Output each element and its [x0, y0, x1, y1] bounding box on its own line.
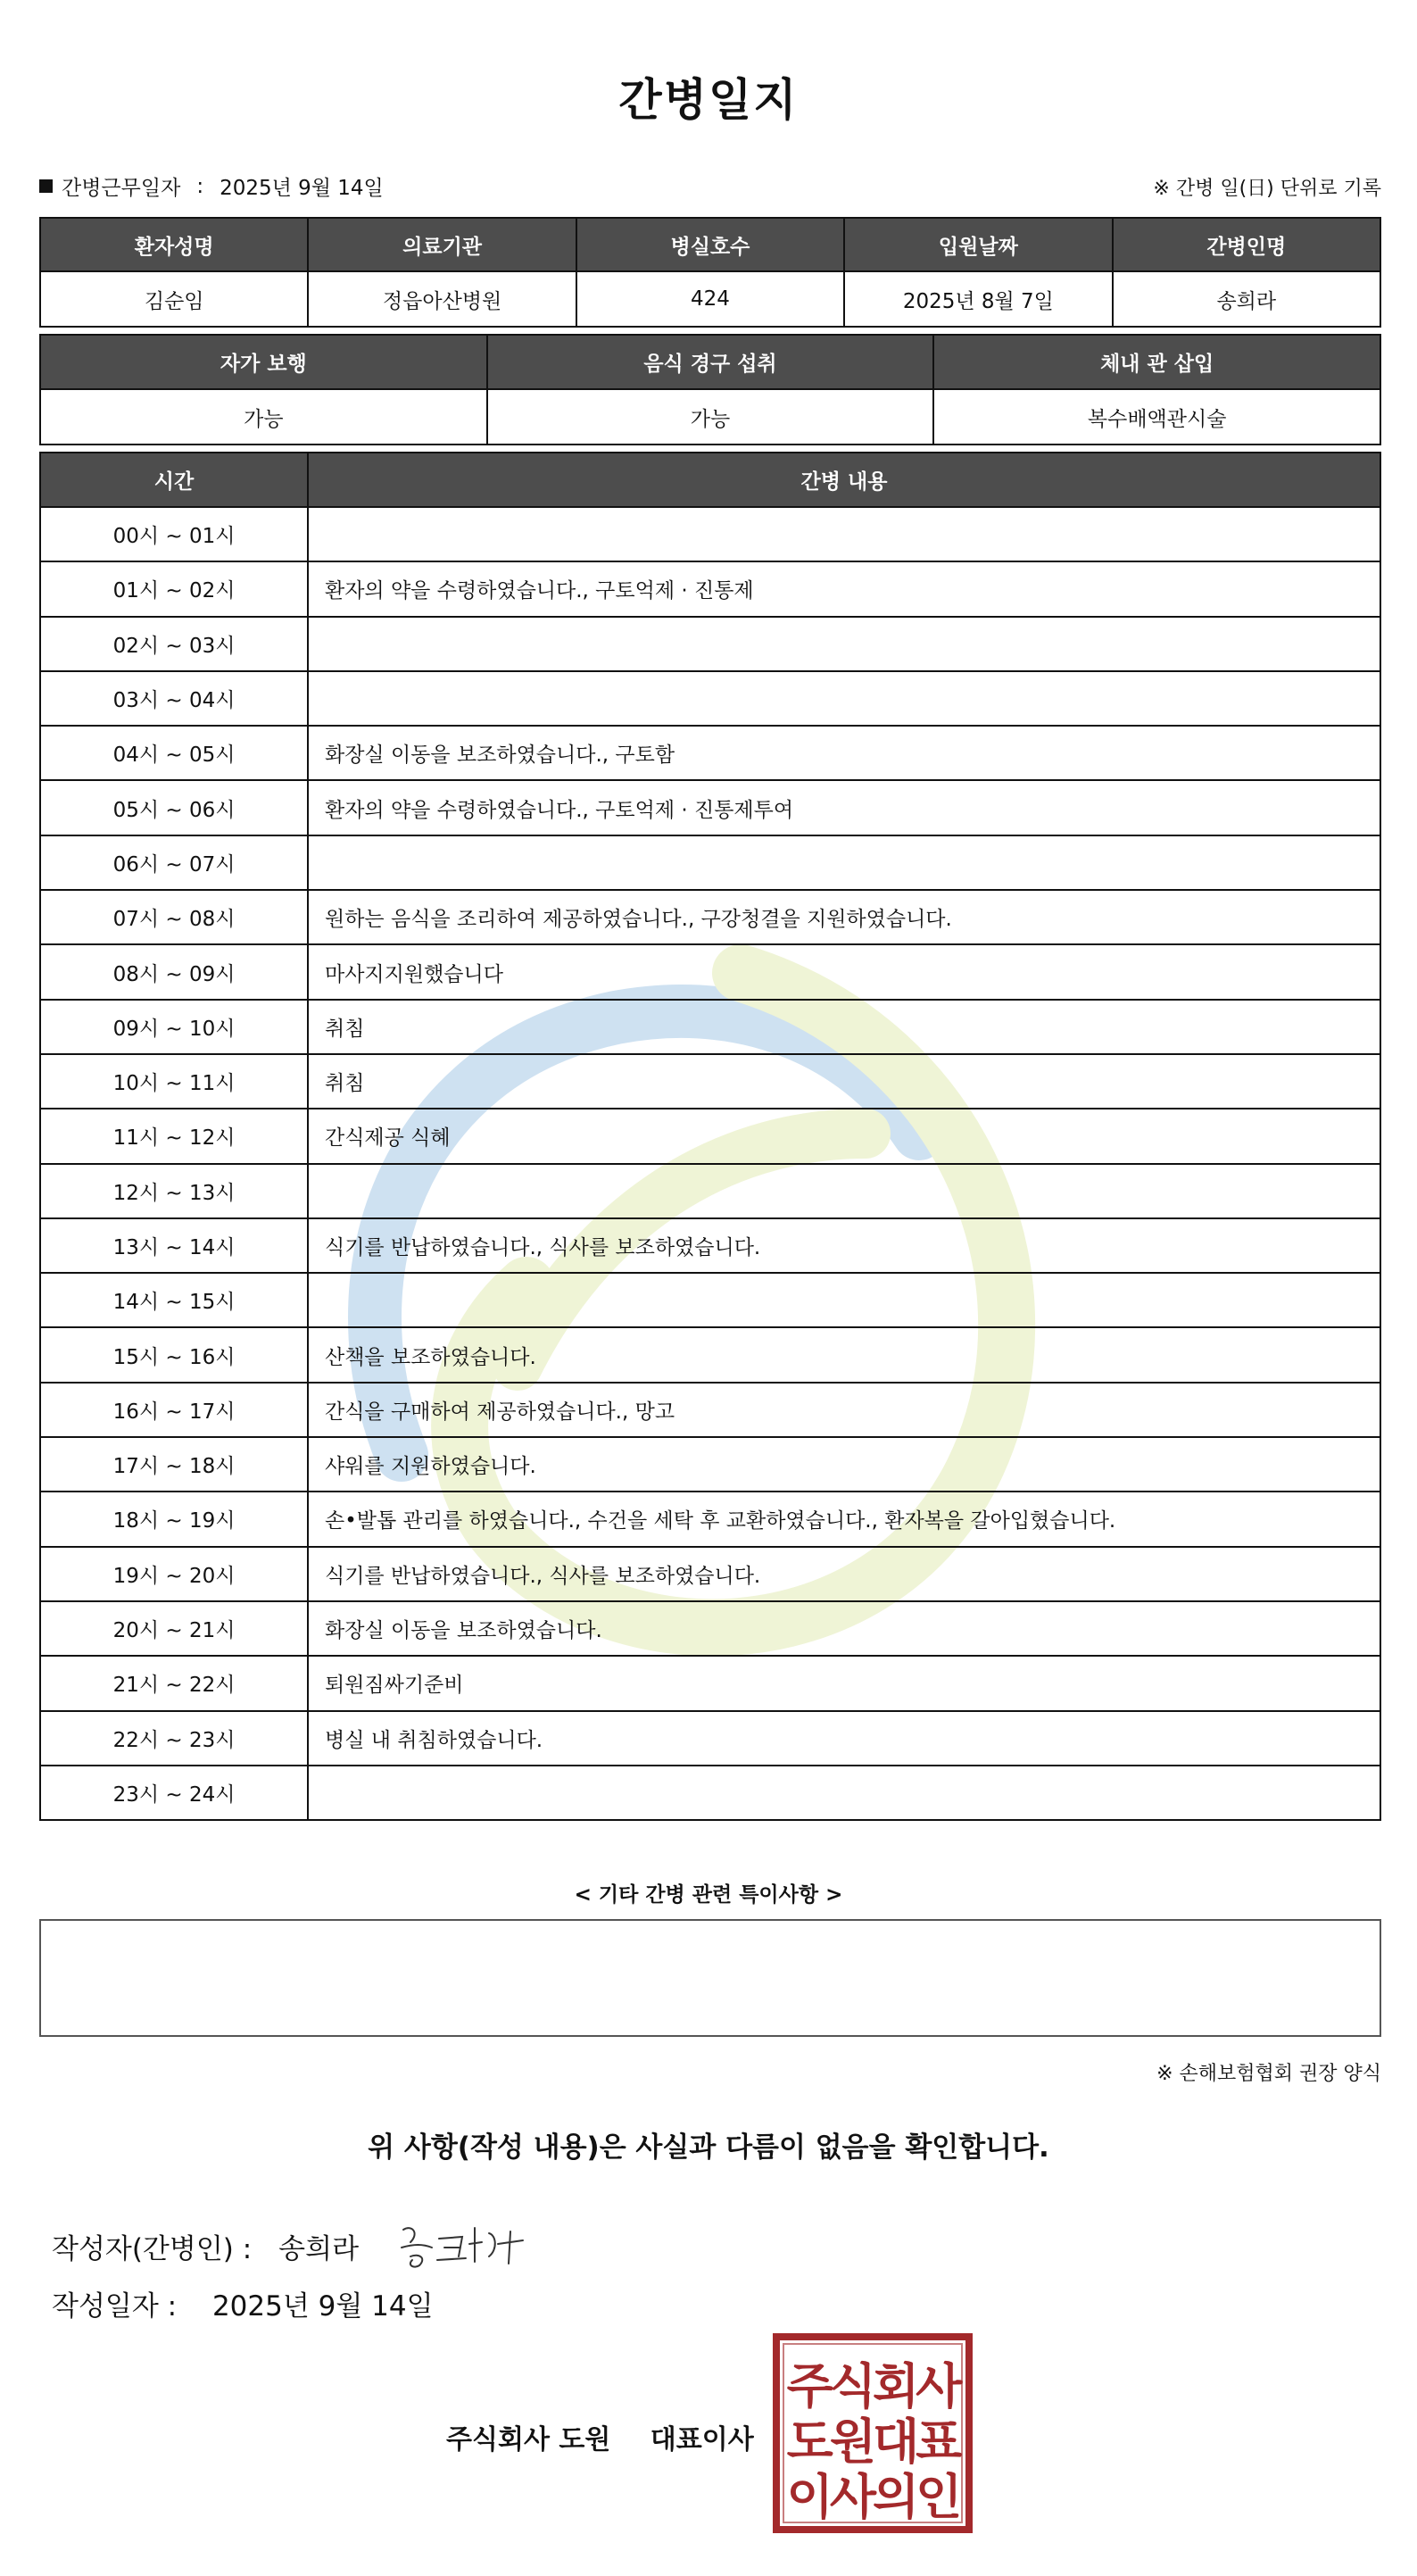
table-row	[40, 671, 1380, 726]
table-row	[40, 617, 1380, 671]
writer-name: 송희라	[278, 2232, 360, 2265]
row-content	[308, 835, 1380, 890]
table-row	[40, 1000, 1380, 1054]
table-row	[40, 1711, 1380, 1766]
row-time: 11시 ~ 12시	[40, 1109, 308, 1163]
row-time: 09시 ~ 10시	[40, 1000, 308, 1054]
row-content: 산책을 보조하였습니다.	[308, 1327, 1380, 1382]
work-date-colon: :	[196, 174, 204, 198]
row-time: 21시 ~ 22시	[40, 1656, 308, 1710]
table-row	[40, 1437, 1380, 1492]
work-date-label: 간병근무일자	[62, 177, 181, 200]
table-row	[40, 726, 1380, 780]
table-row	[40, 561, 1380, 616]
svg-text:주식회사: 주식회사	[786, 2358, 959, 2414]
table-row	[40, 1164, 1380, 1218]
table-row	[40, 1273, 1380, 1327]
patient-status-table	[39, 334, 1381, 445]
tube-value: 복수배액관시술	[933, 389, 1380, 445]
table-row	[40, 1218, 1380, 1273]
patient-name: 김순임	[40, 271, 308, 327]
row-content: 환자의 약을 수령하였습니다., 구토억제 · 진통제투여	[308, 780, 1380, 835]
row-content	[308, 671, 1380, 726]
row-time: 06시 ~ 07시	[40, 835, 308, 890]
table-row	[40, 835, 1380, 890]
row-time: 14시 ~ 15시	[40, 1273, 308, 1327]
header-hospital: 의료기관	[308, 218, 576, 271]
row-content: 병실 내 취침하였습니다.	[308, 1711, 1380, 1766]
row-time: 02시 ~ 03시	[40, 617, 308, 671]
header-admission-date: 입원날짜	[844, 218, 1112, 271]
unit-note: ※ 간병 일(日) 단위로 기록	[1153, 178, 1381, 200]
row-content: 손•발톱 관리를 하였습니다., 수건을 세탁 후 교환하였습니다., 환자복을 갈아입혔습니다.	[308, 1492, 1380, 1546]
row-content: 원하는 음식을 조리하여 제공하였습니다., 구강청결을 지원하였습니다.	[308, 890, 1380, 944]
row-content: 화장실 이동을 보조하였습니다.	[308, 1601, 1380, 1656]
table-row	[40, 890, 1380, 944]
row-time: 08시 ~ 09시	[40, 944, 308, 999]
row-time: 20시 ~ 21시	[40, 1601, 308, 1656]
table-row	[40, 1327, 1380, 1382]
row-content: 취침	[308, 1000, 1380, 1054]
row-content: 식기를 반납하였습니다., 식사를 보조하였습니다.	[308, 1218, 1380, 1273]
caregiver-name: 송희라	[1113, 271, 1380, 327]
notes-box	[39, 1919, 1381, 2037]
row-time: 22시 ~ 23시	[40, 1711, 308, 1766]
row-content: 마사지지원했습니다	[308, 944, 1380, 999]
row-time: 23시 ~ 24시	[40, 1766, 308, 1820]
writer-label: 작성자(간병인) :	[52, 2232, 253, 2265]
written-date-label: 작성일자 :	[52, 2290, 178, 2323]
table-row	[40, 944, 1380, 999]
work-date-value: 2025년 9월 14일	[220, 177, 384, 200]
row-time: 16시 ~ 17시	[40, 1383, 308, 1437]
row-content: 간식을 구매하여 제공하였습니다., 망고	[308, 1383, 1380, 1437]
page-title: 간병일지	[618, 74, 799, 126]
room-number: 424	[576, 271, 844, 327]
header-care-content: 간병 내용	[308, 453, 1380, 507]
row-content: 화장실 이동을 보조하였습니다., 구토함	[308, 726, 1380, 780]
row-content	[308, 1164, 1380, 1218]
table-row	[40, 780, 1380, 835]
care-log-table	[39, 452, 1381, 1821]
header-oral-intake: 음식 경구 섭취	[487, 335, 934, 389]
admission-date: 2025년 8월 7일	[844, 271, 1112, 327]
row-time: 15시 ~ 16시	[40, 1327, 308, 1382]
header-room: 병실호수	[576, 218, 844, 271]
header-patient-name: 환자성명	[40, 218, 308, 271]
bullet-square-icon	[39, 179, 53, 193]
table-row	[40, 1109, 1380, 1163]
table-row	[40, 1383, 1380, 1437]
company-seal-stamp-icon	[773, 2333, 973, 2533]
svg-text:이사의인: 이사의인	[786, 2469, 959, 2525]
row-content: 식기를 반납하였습니다., 식사를 보조하였습니다.	[308, 1547, 1380, 1601]
table-row	[40, 1766, 1380, 1820]
table-row	[40, 1547, 1380, 1601]
row-content: 취침	[308, 1054, 1380, 1109]
row-content	[308, 1766, 1380, 1820]
notes-title: < 기타 간병 관련 특이사항 >	[574, 1883, 843, 1907]
row-content: 퇴원짐싸기준비	[308, 1656, 1380, 1710]
row-content: 간식제공 식혜	[308, 1109, 1380, 1163]
row-time: 03시 ~ 04시	[40, 671, 308, 726]
company-name: 주식회사 도원	[446, 2424, 611, 2456]
patient-info-table	[39, 217, 1381, 328]
table-row	[40, 1492, 1380, 1546]
row-time: 19시 ~ 20시	[40, 1547, 308, 1601]
row-content	[308, 617, 1380, 671]
company-rep-title: 대표이사	[650, 2424, 754, 2456]
writer-line	[52, 2217, 535, 2274]
row-time: 18시 ~ 19시	[40, 1492, 308, 1546]
work-date-line	[39, 171, 384, 201]
hospital-name: 정읍아산병원	[308, 271, 576, 327]
table-row	[40, 1054, 1380, 1109]
row-time: 17시 ~ 18시	[40, 1437, 308, 1492]
row-content	[308, 1273, 1380, 1327]
table-row	[40, 1656, 1380, 1710]
written-date-value: 2025년 9월 14일	[211, 2290, 434, 2323]
row-time: 10시 ~ 11시	[40, 1054, 308, 1109]
row-time: 12시 ~ 13시	[40, 1164, 308, 1218]
header-tube: 체내 관 삽입	[933, 335, 1380, 389]
written-date-line	[52, 2283, 434, 2323]
confirmation-statement: 위 사항(작성 내용)은 사실과 다름이 없음을 확인합니다.	[368, 2131, 1049, 2164]
header-time: 시간	[40, 453, 308, 507]
row-content: 환자의 약을 수령하였습니다., 구토억제 · 진통제	[308, 561, 1380, 616]
walking-value: 가능	[40, 389, 487, 445]
row-content: 샤워를 지원하였습니다.	[308, 1437, 1380, 1492]
row-time: 01시 ~ 02시	[40, 561, 308, 616]
row-time: 00시 ~ 01시	[40, 507, 308, 561]
header-walking: 자가 보행	[40, 335, 487, 389]
handwritten-signature-icon	[393, 2217, 535, 2274]
header-caregiver: 간병인명	[1113, 218, 1380, 271]
svg-text:도원대표: 도원대표	[786, 2414, 959, 2470]
oral-intake-value: 가능	[487, 389, 934, 445]
row-time: 13시 ~ 14시	[40, 1218, 308, 1273]
company-line	[446, 2417, 754, 2456]
table-row	[40, 507, 1380, 561]
row-content	[308, 507, 1380, 561]
row-time: 04시 ~ 05시	[40, 726, 308, 780]
row-time: 07시 ~ 08시	[40, 890, 308, 944]
row-time: 05시 ~ 06시	[40, 780, 308, 835]
form-footnote: ※ 손해보험협회 권장 양식	[1156, 2063, 1381, 2085]
table-row	[40, 1601, 1380, 1656]
